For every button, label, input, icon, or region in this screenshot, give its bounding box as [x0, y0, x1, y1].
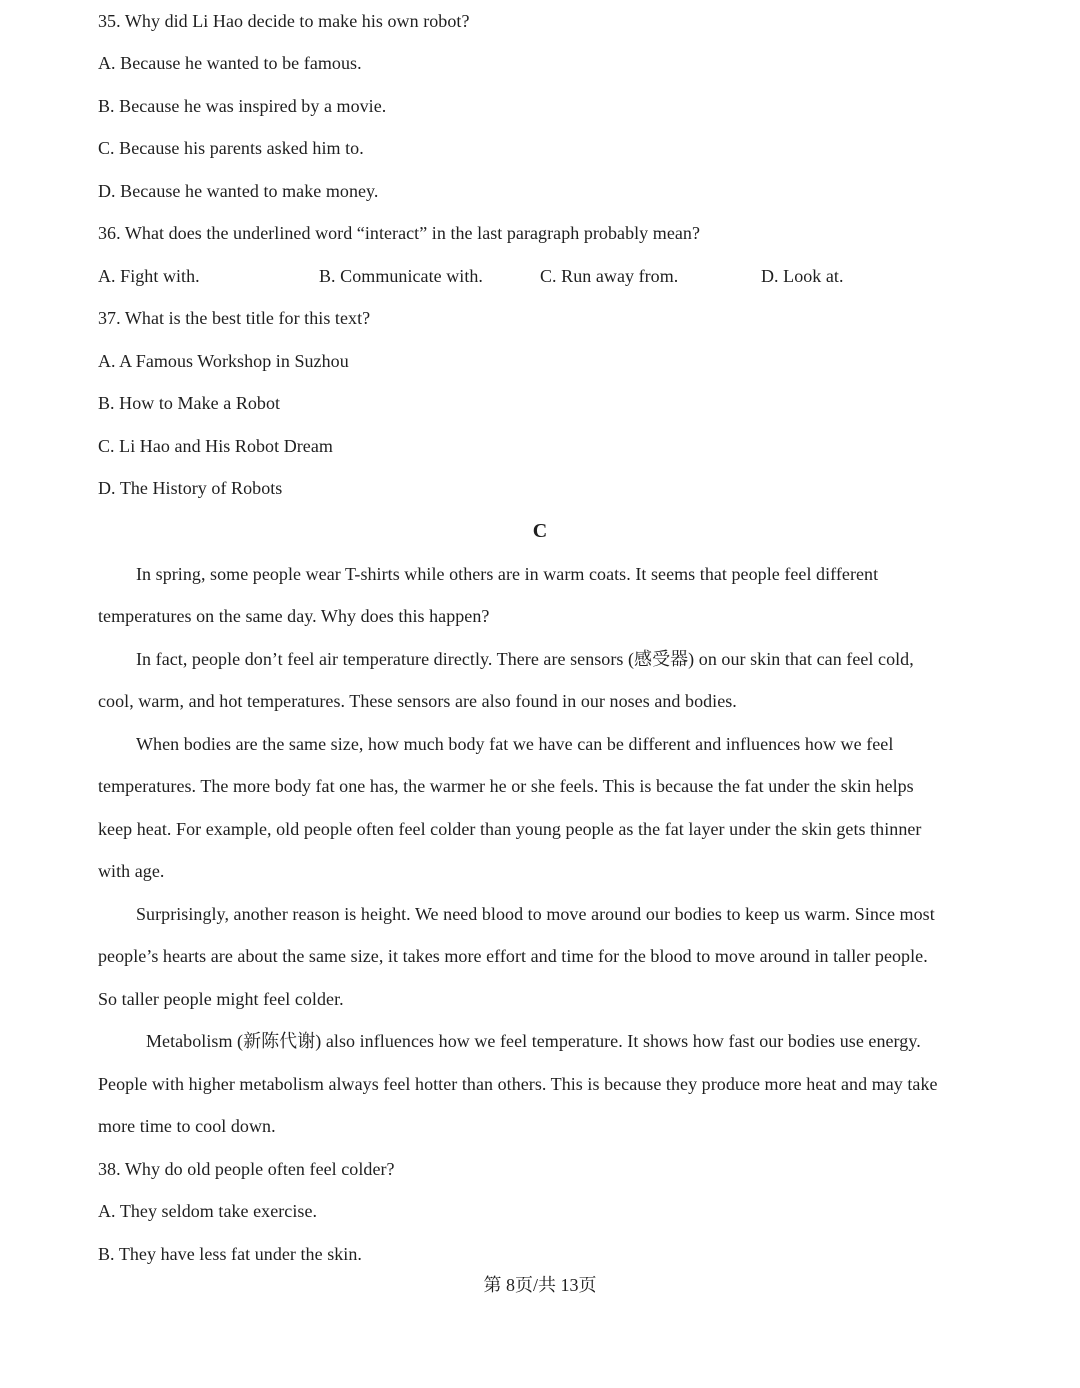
passage-paragraph-5-line-3: more time to cool down.	[98, 1116, 276, 1136]
passage-paragraph-5-line-1: Metabolism (新陈代谢) also influences how we feel temperature. It shows how fast our bodies use energy.	[146, 1031, 921, 1051]
question-36-option-a: A. Fight with.	[98, 266, 200, 286]
passage-paragraph-4-line-1: Surprisingly, another reason is height. We need blood to move around our bodies to keep us warm. Since most	[136, 904, 935, 924]
question-36-option-c: C. Run away from.	[540, 266, 679, 286]
passage-paragraph-1-line-1: In spring, some people wear T-shirts while others are in warm coats. It seems that people feel different	[136, 564, 879, 584]
passage-paragraph-3-line-2: temperatures. The more body fat one has, the warmer he or she feels. This is because the fat under the skin helps	[98, 776, 914, 796]
question-36-stem: 36. What does the underlined word “interact” in the last paragraph probably mean?	[98, 223, 700, 243]
passage-paragraph-1-line-2: temperatures on the same day. Why does this happen?	[98, 606, 490, 626]
question-35-option-c: C. Because his parents asked him to.	[98, 138, 364, 158]
passage-paragraph-4-line-3: So taller people might feel colder.	[98, 989, 344, 1009]
passage-paragraph-5-line-2: People with higher metabolism always feel hotter than others. This is because they produce more heat and may take	[98, 1074, 938, 1094]
question-36-options	[98, 265, 998, 287]
question-35-option-b: B. Because he was inspired by a movie.	[98, 96, 387, 116]
passage-paragraph-3-line-3: keep heat. For example, old people often feel colder than young people as the fat layer under the skin gets thinner	[98, 819, 922, 839]
question-38-option-b: B. They have less fat under the skin.	[98, 1244, 362, 1264]
question-36-option-d: D. Look at.	[761, 266, 844, 286]
passage-paragraph-3-line-1: When bodies are the same size, how much body fat we have can be different and influences how we feel	[136, 734, 894, 754]
passage-paragraph-2-line-1: In fact, people don’t feel air temperature directly. There are sensors (感受器) on our skin that can feel cold,	[136, 649, 914, 669]
question-37-option-a: A. A Famous Workshop in Suzhou	[98, 351, 349, 371]
question-36-option-b: B. Communicate with.	[319, 266, 483, 286]
passage-paragraph-4-line-2: people’s hearts are about the same size, it takes more effort and time for the blood to move around in taller people.	[98, 946, 928, 966]
passage-paragraph-2-line-2: cool, warm, and hot temperatures. These sensors are also found in our noses and bodies.	[98, 691, 737, 711]
question-37-option-b: B. How to Make a Robot	[98, 393, 281, 413]
question-37-option-d: D. The History of Robots	[98, 478, 283, 498]
question-35-option-a: A. Because he wanted to be famous.	[98, 53, 362, 73]
question-35-stem: 35. Why did Li Hao decide to make his own robot?	[98, 11, 470, 31]
question-37-stem: 37. What is the best title for this text?	[98, 308, 371, 328]
question-37-option-c: C. Li Hao and His Robot Dream	[98, 436, 333, 456]
section-heading-c: C	[532, 520, 548, 542]
question-35-option-d: D. Because he wanted to make money.	[98, 181, 379, 201]
question-38-option-a: A. They seldom take exercise.	[98, 1201, 318, 1221]
question-38-stem: 38. Why do old people often feel colder?	[98, 1159, 395, 1179]
page-number-footer: 第 8页/共 13页	[483, 1275, 597, 1295]
passage-paragraph-3-line-4: with age.	[98, 861, 165, 881]
